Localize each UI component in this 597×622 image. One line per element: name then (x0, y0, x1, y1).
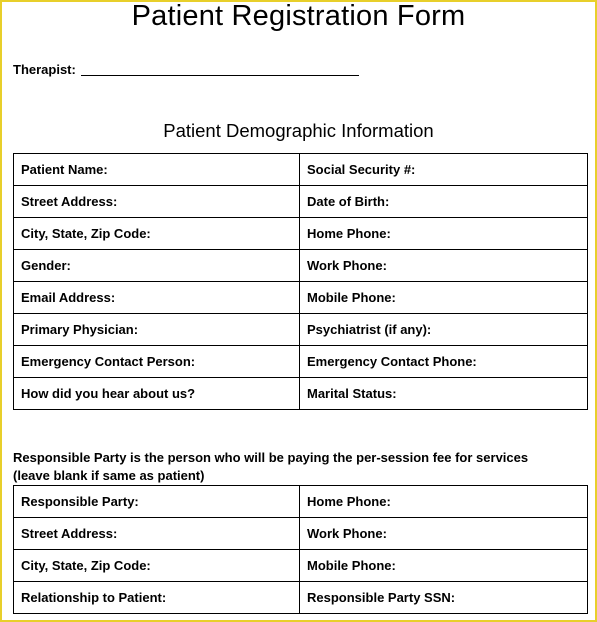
table-row (14, 314, 588, 346)
table-row (14, 218, 588, 250)
field-rp-home-phone[interactable]: Home Phone: (300, 486, 588, 518)
table-row (14, 550, 588, 582)
therapist-label: Therapist: (13, 62, 76, 77)
table-row (14, 154, 588, 186)
field-how-did-you-hear[interactable]: How did you hear about us? (14, 378, 300, 410)
table-row (14, 486, 588, 518)
field-relationship-to-patient[interactable]: Relationship to Patient: (14, 582, 300, 614)
table-row (14, 582, 588, 614)
table-row (14, 250, 588, 282)
table-row (14, 378, 588, 410)
field-patient-name[interactable]: Patient Name: (14, 154, 300, 186)
table-row (14, 346, 588, 378)
field-emergency-contact-phone[interactable]: Emergency Contact Phone: (300, 346, 588, 378)
field-rp-street-address[interactable]: Street Address: (14, 518, 300, 550)
form-title: Patient Registration Form (131, 0, 466, 32)
field-rp-work-phone[interactable]: Work Phone: (300, 518, 588, 550)
table-row (14, 186, 588, 218)
therapist-blank-line[interactable] (81, 65, 359, 76)
responsible-party-note (13, 449, 588, 485)
field-street-address[interactable]: Street Address: (14, 186, 300, 218)
field-rp-mobile-phone[interactable]: Mobile Phone: (300, 550, 588, 582)
section-title-demographics: Patient Demographic Information (163, 120, 434, 141)
field-psychiatrist[interactable]: Psychiatrist (if any): (300, 314, 588, 346)
field-emergency-contact-person[interactable]: Emergency Contact Person: (14, 346, 300, 378)
responsible-party-note-line2: (leave blank if same as patient) (13, 468, 205, 483)
responsible-party-note-line1: Responsible Party is the person who will be paying the per-session fee for services (13, 450, 529, 465)
responsible-party-table (13, 485, 588, 614)
demographics-table (13, 153, 588, 410)
table-row (14, 518, 588, 550)
field-gender[interactable]: Gender: (14, 250, 300, 282)
field-marital-status[interactable]: Marital Status: (300, 378, 588, 410)
field-primary-physician[interactable]: Primary Physician: (14, 314, 300, 346)
field-responsible-party-ssn[interactable]: Responsible Party SSN: (300, 582, 588, 614)
field-mobile-phone[interactable]: Mobile Phone: (300, 282, 588, 314)
field-home-phone[interactable]: Home Phone: (300, 218, 588, 250)
table-row (14, 282, 588, 314)
field-responsible-party[interactable]: Responsible Party: (14, 486, 300, 518)
field-social-security[interactable]: Social Security #: (300, 154, 588, 186)
field-city-state-zip[interactable]: City, State, Zip Code: (14, 218, 300, 250)
field-email-address[interactable]: Email Address: (14, 282, 300, 314)
field-work-phone[interactable]: Work Phone: (300, 250, 588, 282)
therapist-field[interactable] (13, 61, 359, 79)
field-date-of-birth[interactable]: Date of Birth: (300, 186, 588, 218)
field-rp-city-state-zip[interactable]: City, State, Zip Code: (14, 550, 300, 582)
